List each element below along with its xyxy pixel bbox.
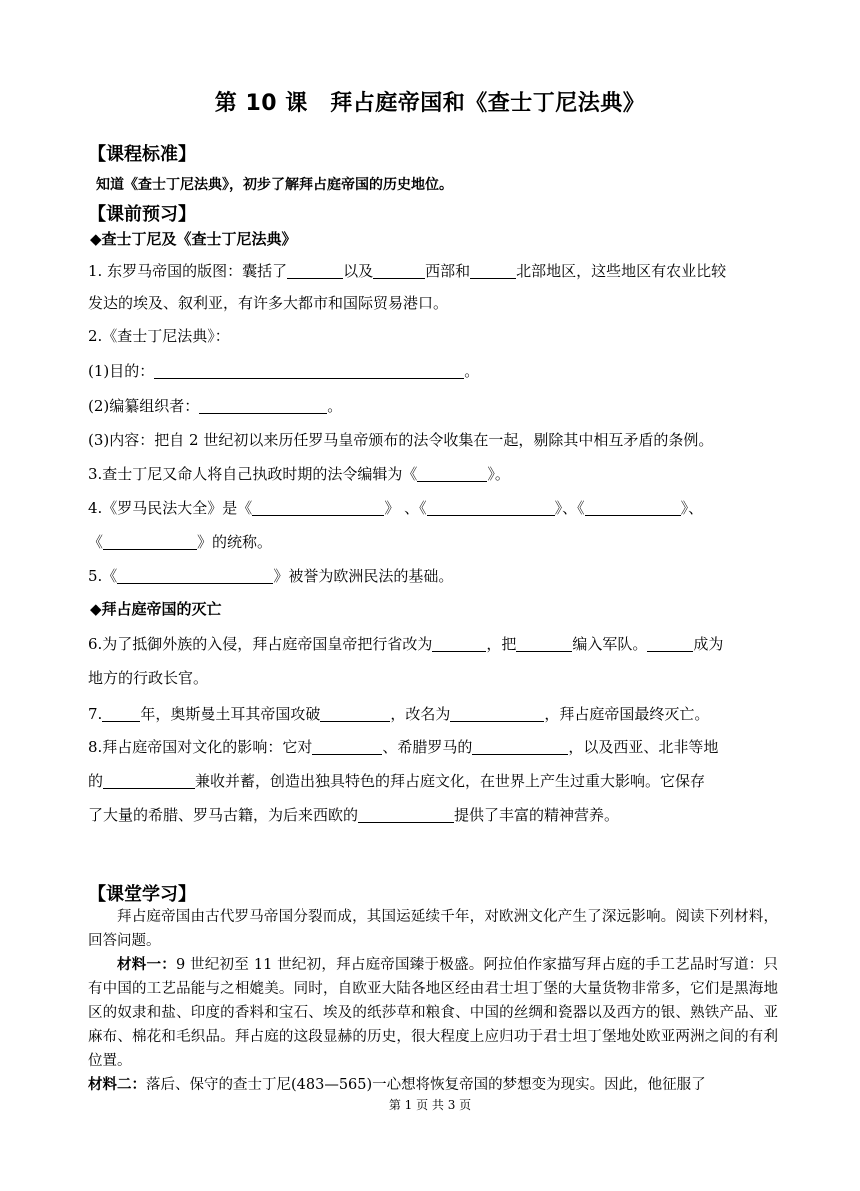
subsection-justinian: ◆查士丁尼及《查士丁尼法典》 [90, 230, 297, 248]
page-footer: 第 1 页 共 3 页 [388, 1098, 472, 1112]
q4-text-a: 4.《罗马民法大全》是《 [88, 499, 253, 517]
section-course-standard: 【课程标准】 [88, 144, 196, 165]
q7-blank-1[interactable] [102, 703, 140, 722]
q7-text-a: 7. [88, 705, 103, 723]
q1-blank-2[interactable] [373, 260, 425, 279]
classroom-intro: 拜占庭帝国由古代罗马帝国分裂而成，其国运延续千年，对欧洲文化产生了深远影响。阅读下列材料，回答问题。 [88, 909, 778, 949]
question-5 [88, 559, 778, 593]
q1-text-c: 西部和 [425, 262, 471, 280]
material-1 [88, 953, 778, 1073]
q3-blank[interactable] [417, 463, 487, 482]
q4-blank-3[interactable] [585, 497, 681, 516]
q5-text-a: 5.《 [88, 567, 118, 585]
question-2-2 [88, 389, 778, 423]
q8-text-c: ，以及西亚、北非等地 [568, 738, 719, 756]
q1-blank-1[interactable] [287, 260, 343, 279]
q8-blank-1[interactable] [312, 736, 382, 755]
q4-text-f: 》的统称。 [197, 533, 273, 551]
q6-blank-1[interactable] [432, 633, 486, 652]
q4-text-d: 》、 [680, 499, 704, 517]
q6-blank-3[interactable] [647, 633, 693, 652]
q5-text-b: 》被誉为欧洲民法的基础。 [273, 567, 454, 585]
q2-1-label: (1)目的： [88, 362, 155, 380]
q8-blank-3[interactable] [103, 770, 195, 789]
section-preview: 【课前预习】 [88, 204, 196, 225]
q1-text-a: 1. 东罗马帝国的版图：囊括了 [88, 262, 288, 280]
question-2: 2.《查士丁尼法典》： [88, 327, 230, 345]
q8-text-f: 了大量的希腊、罗马古籍，为后来西欧的 [88, 806, 359, 824]
question-8-line-2 [88, 764, 778, 798]
q6-blank-2[interactable] [516, 633, 572, 652]
page-title: 第 10 课 拜占庭帝国和《查士丁尼法典》 [214, 91, 646, 116]
q8-text-e: 兼收并蓄，创造出独具特色的拜占庭文化，在世界上产生过重大影响。它保存 [195, 772, 706, 790]
q2-2-end: 。 [327, 397, 343, 415]
q6-text-c: 编入军队。 [572, 635, 648, 653]
question-6 [88, 627, 778, 661]
course-standard-text: 知道《查士丁尼法典》，初步了解拜占庭帝国的历史地位。 [96, 177, 453, 193]
q7-text-b: 年，奥斯曼土耳其帝国攻破 [140, 705, 321, 723]
question-8-line-3 [88, 798, 778, 832]
q4-text-e: 《 [88, 533, 104, 551]
q1-blank-3[interactable] [470, 260, 516, 279]
q2-1-blank[interactable] [154, 360, 464, 379]
question-6-line-2: 地方的行政长官。 [88, 669, 209, 687]
section-classroom: 【课堂学习】 [88, 884, 196, 905]
q8-text-g: 提供了丰富的精神营养。 [454, 806, 620, 824]
question-4-line-2 [88, 525, 778, 559]
material-2 [88, 1073, 778, 1097]
question-2-3: (3)内容：把自 2 世纪初以来历任罗马皇帝颁布的法令收集在一起，剔除其中相互矛盾的条例。 [88, 431, 714, 449]
material-1-label: 材料一： [117, 956, 176, 973]
q8-text-b: 、希腊罗马的 [382, 738, 473, 756]
q4-text-c: 》、《 [554, 499, 585, 517]
q4-blank-2[interactable] [427, 497, 555, 516]
q5-blank[interactable] [117, 565, 273, 584]
q3-text-a: 3.查士丁尼又命人将自己执政时期的法令编辑为《 [88, 465, 418, 483]
subsection-fall-of-byzantium: ◆拜占庭帝国的灭亡 [90, 600, 222, 618]
q2-1-end: 。 [464, 362, 480, 380]
q3-text-b: 》。 [487, 465, 510, 483]
question-2-1 [88, 354, 778, 388]
q4-blank-1[interactable] [252, 497, 384, 516]
q7-blank-2[interactable] [320, 703, 390, 722]
q2-2-label: (2)编纂组织者： [88, 397, 200, 415]
q6-text-b: ，把 [486, 635, 517, 653]
q1-text-b: 以及 [343, 262, 374, 280]
q1-text-d: 北部地区，这些地区有农业比较 [516, 262, 727, 280]
q6-text-a: 6.为了抵御外族的入侵，拜占庭帝国皇帝把行省改为 [88, 635, 433, 653]
q7-blank-3[interactable] [450, 703, 544, 722]
q7-text-c: ，改名为 [390, 705, 451, 723]
material-2-text: 落后、保守的查士丁尼(483—565)一心想将恢复帝国的梦想变为现实。因此，他征服了 [146, 1077, 706, 1093]
q8-text-d: 的 [88, 772, 104, 790]
question-3 [88, 457, 778, 491]
question-7 [88, 697, 778, 731]
q4-text-b: 》 、《 [384, 499, 427, 517]
question-8 [88, 730, 778, 764]
q8-blank-2[interactable] [472, 736, 568, 755]
q8-blank-4[interactable] [358, 804, 454, 823]
question-1-line-2: 发达的埃及、叙利亚，有许多大都市和国际贸易港口。 [88, 294, 449, 312]
q4-blank-4[interactable] [103, 531, 197, 550]
material-1-text: 9 世纪初至 11 世纪初，拜占庭帝国臻于极盛。阿拉伯作家描写拜占庭的手工艺品时写道：只有中国的工艺品能与之相媲美。同时，自欧亚大陆各地区经由君士坦丁堡的大量货物非常多，它们是黑海地区的奴隶和盐、印度的香料和宝石、埃及的纸莎草和粮食、中国的丝绸和瓷器以及西方的银、熟铁产品、亚麻布、棉花和毛织品。拜占庭的这段显赫的历史，很大程度上应归功于君士坦丁堡地处欧亚两洲之间的有利位置。 [88, 957, 779, 1069]
q2-2-blank[interactable] [199, 395, 327, 414]
q7-text-d: ，拜占庭帝国最终灭亡。 [544, 705, 710, 723]
q8-text-a: 8.拜占庭帝国对文化的影响：它对 [88, 738, 313, 756]
question-1 [88, 254, 778, 288]
q6-text-d: 成为 [693, 635, 724, 653]
question-4 [88, 491, 778, 525]
material-2-label: 材料二： [88, 1076, 146, 1093]
